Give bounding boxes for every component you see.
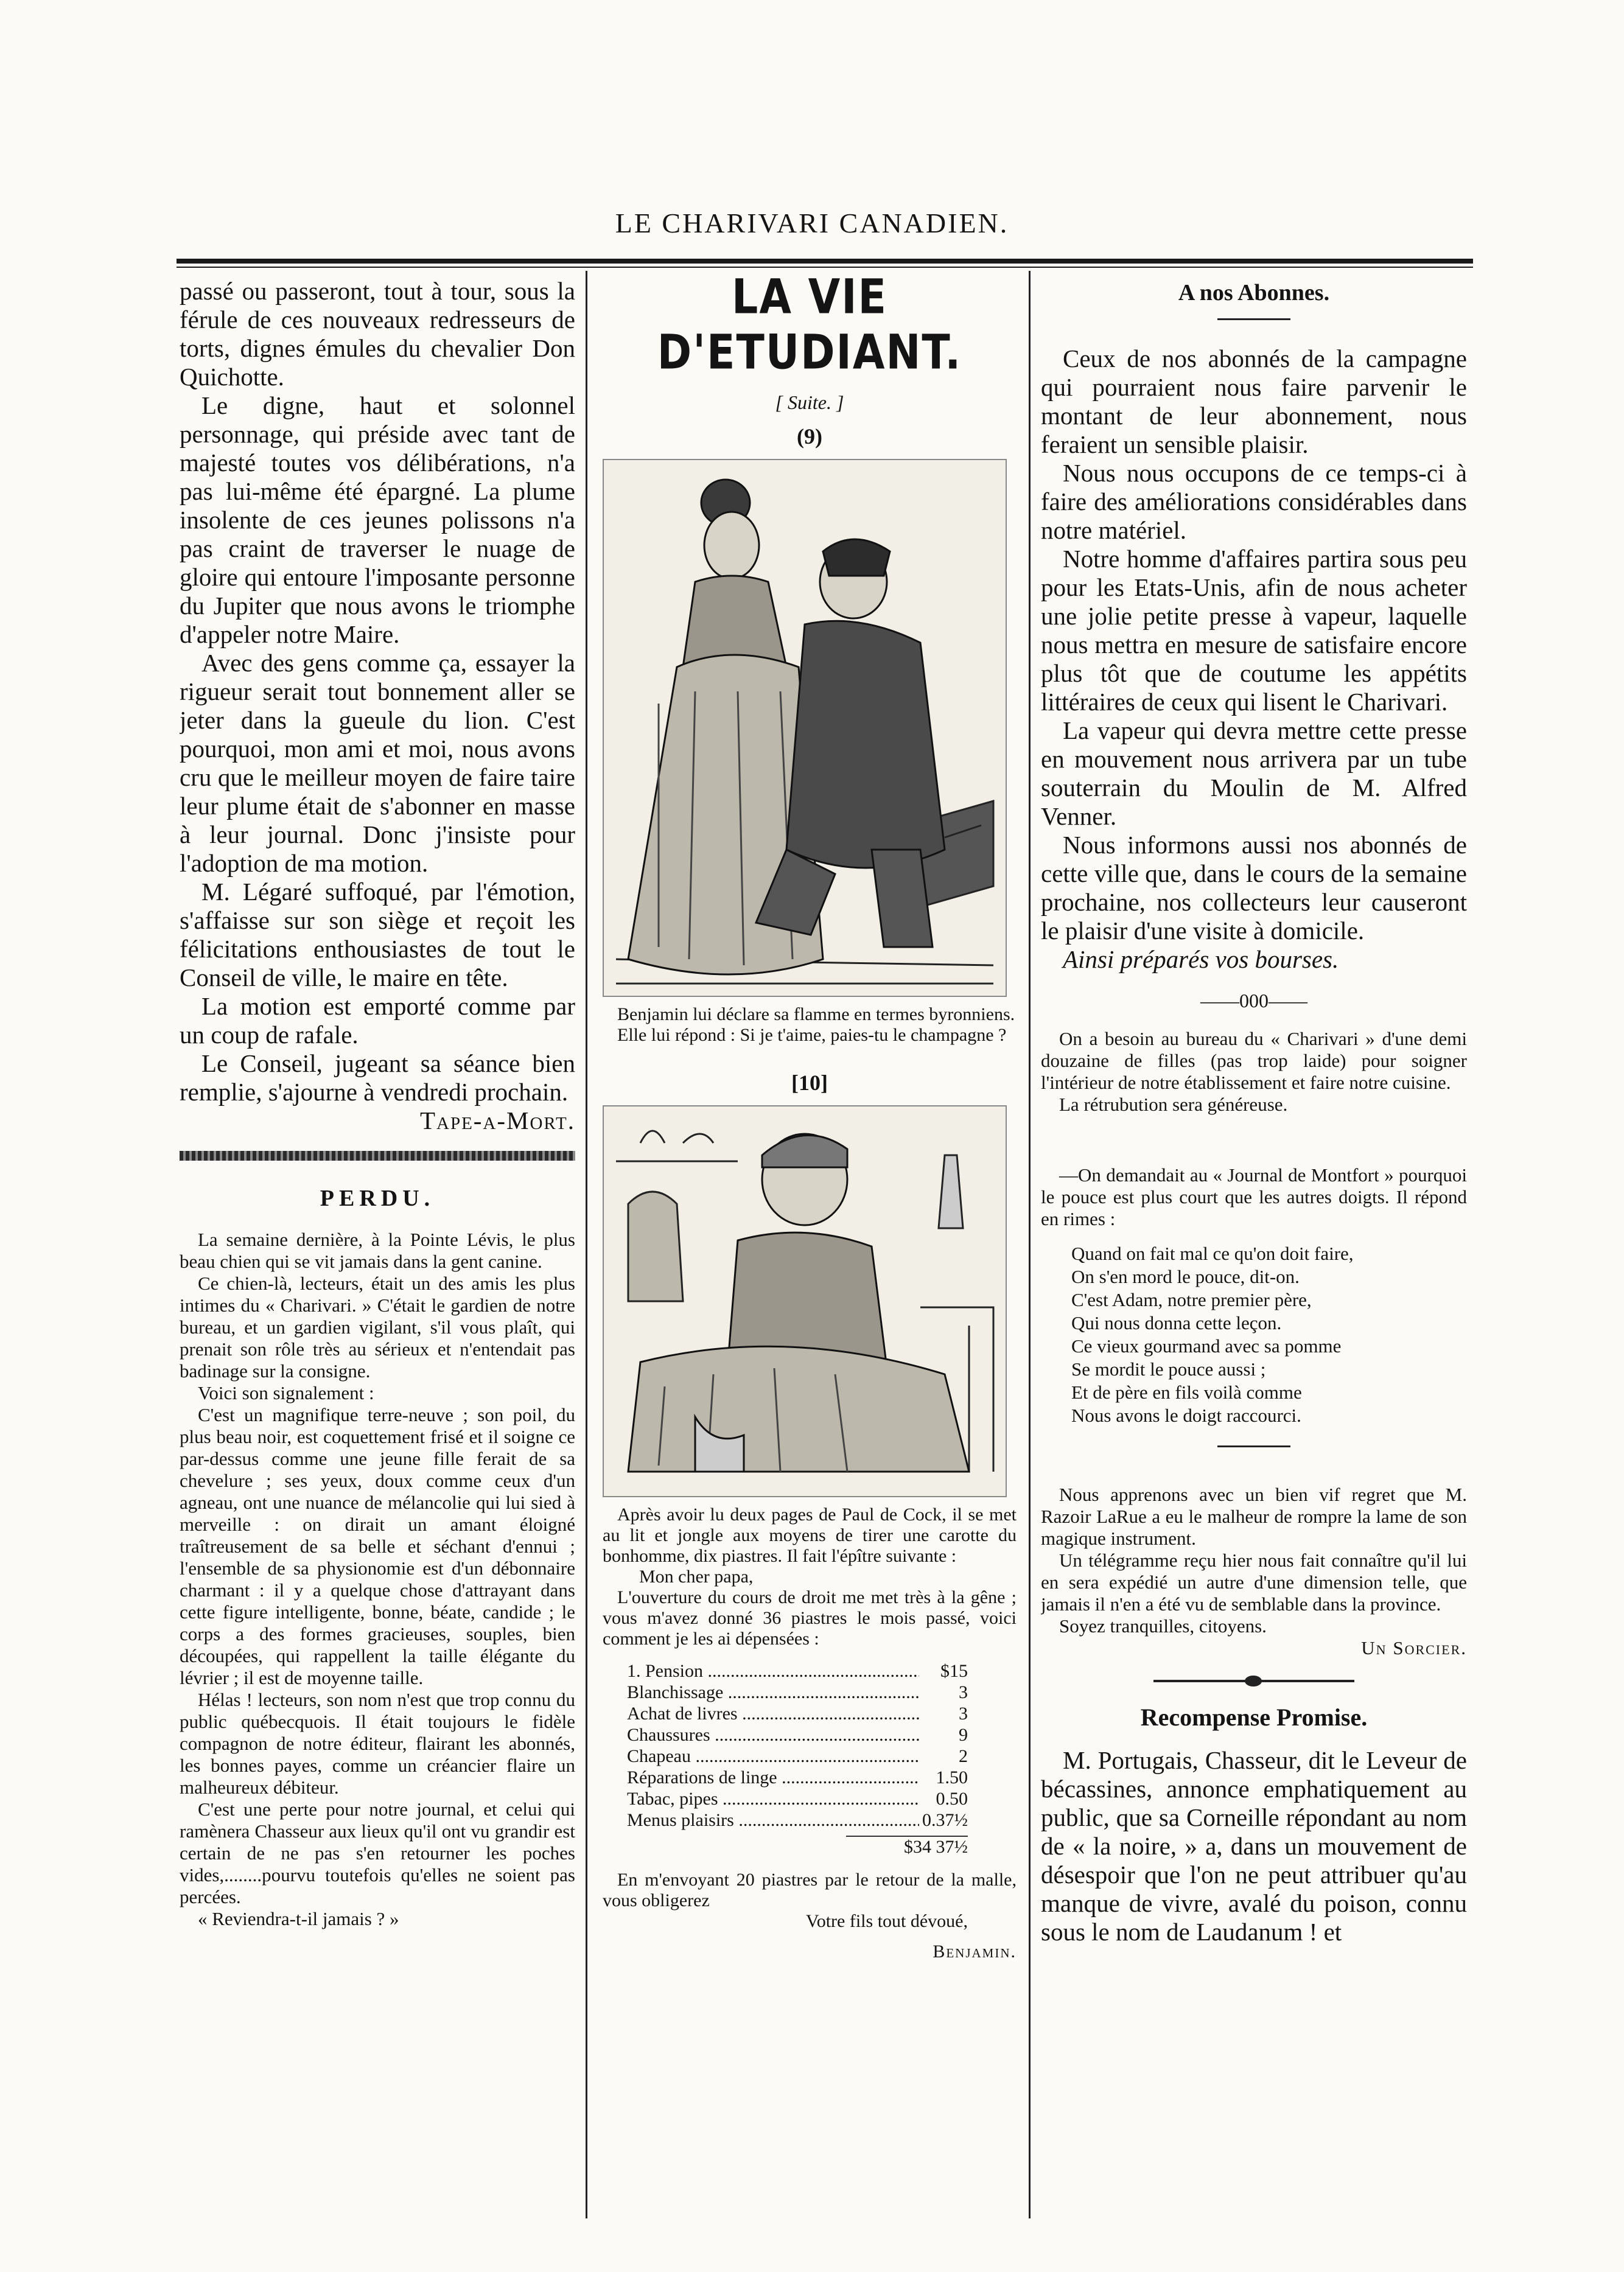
column-divider-2 [1029,271,1031,2218]
budget-amount: 0.37½ [922,1810,968,1830]
poem-line: Se mordit le pouce aussi ; [1071,1358,1266,1380]
budget-amount: 3 [959,1682,968,1702]
budget-row [627,1767,968,1788]
caption-text: Après avoir lu deux pages de Paul de Cock, il se met au lit et jongle aux moyens de tirer une carotte du bonhomme, dix piastres. Il fait l'épître suivante : [603,1505,1017,1566]
paragraph: La rétrubution sera généreuse. [1059,1094,1288,1115]
paragraph: Nous nous occupons de ce temps-ci à faire des améliorations considérables dans notre matériel. [1041,459,1467,544]
poem-line: Nous avons le doigt raccourci. [1071,1405,1301,1426]
paragraph: Nous informons aussi nos abonnés de cette ville que, dans le cours de la semaine prochaine, nos collecteurs leur causeront le plaisir d'une visite à domicile. [1041,831,1467,945]
paragraph: Le Conseil, jugeant sa séance bien remplie, s'ajourne à vendredi prochain. [180,1049,575,1106]
column-middle [603,277,1017,1962]
separator-bar [180,1151,575,1161]
budget-amount: 9 [959,1725,968,1745]
poem-line: Ce vieux gourmand avec sa pomme [1071,1335,1342,1357]
vie-etudiant-title: LA VIE D'ETUDIANT. [657,277,962,380]
letter-closing [603,1870,1017,1962]
caption-line: Elle lui répond : Si je t'aime, paies-tu le champagne ? [617,1025,1007,1045]
budget-row [627,1703,968,1724]
paragraph: Ceux de nos abonnés de la campagne qui pourraient nous faire parvenir le montant de leur abonnement, nous feraient un sensible plaisir. [1041,344,1467,458]
budget-label: Chapeau ..... [627,1746,919,1767]
perdu-article [180,1229,575,1930]
header-rule [177,259,1473,264]
budget-row [627,1682,968,1703]
suite-label: [ Suite. ] [775,391,844,413]
poem-line: C'est Adam, notre premier père, [1071,1289,1312,1310]
council-article [180,277,575,1135]
budget-label: Réparations de linge ..... [627,1767,919,1788]
paragraph: Le digne, haut et solonnel personnage, qui préside avec tant de majesté toutes vos délibérations, n'a pas lui-même été épargné. La plume insolente de ces jeunes polissons n'a pas craint de traverser le nuage de gloire qui entoure l'imposante personne du Jupiter que nous avons le triomphe d'appeler notre Maire. [180,391,575,648]
caption-line: Benjamin lui déclare sa flamme en termes byronniens. [617,1004,1015,1024]
caption-9 [603,1004,1017,1046]
budget-label: Blanchissage ..... [627,1682,919,1703]
header-rule-thin [177,267,1473,268]
budget-label: Achat de livres ..... [627,1703,919,1724]
budget-amount: 0.50 [936,1789,968,1809]
budget-label: 1. Pension ..... [627,1660,919,1682]
budget-row [627,1660,968,1682]
engraving-student-bed [603,1105,1007,1497]
abonnes-article [1041,344,1467,974]
poem-line: Et de père en fils voilà comme [1071,1382,1302,1403]
recompense-article [1041,1746,1467,1946]
signature: Tape-a-Mort. [419,1106,575,1134]
plate-number-10: [10] [791,1071,828,1095]
budget-row [627,1788,968,1809]
budget-label: Tabac, pipes ..... [627,1788,919,1809]
separator-ooo: ——000—— [1200,990,1307,1012]
letter-text: L'ouverture du cours de droit me met très à la gêne ; vous m'avez donné 36 piastres le mois passé, voici comment je les ai dépensées : [603,1587,1017,1649]
budget-row [627,1809,968,1831]
salutation: Mon cher papa, [639,1567,754,1587]
budget-amount: 1.50 [936,1767,968,1788]
paragraph: Hélas ! lecteurs, son nom n'est que trop connu du public québecquois. Il était toujours le fidèle compagnon de notre éditeur, flairant les abonnés, les bonnes payes, comme un créancier flaire un malheureux débiteur. [180,1689,575,1798]
paragraph: passé ou passeront, tout à tour, sous la férule de ces nouveaux redresseurs de torts, dignes émules du chevalier Don Quichotte. [180,277,575,391]
paragraph: —On demandait au « Journal de Montfort » pourquoi le pouce est plus court que les autres doigts. Il répond en rimes : [1041,1164,1467,1229]
paragraph: La semaine dernière, à la Pointe Lévis, le plus beau chien qui se vit jamais dans la gent canine. [180,1229,575,1272]
budget-amount: $15 [940,1661,968,1681]
poem [1071,1242,1467,1427]
paragraph: Notre homme d'affaires partira sous peu pour les Etats-Unis, afin de nous acheter une jolie petite presse à vapeur, laquelle nous mettra en mesure de satisfaire encore plus tôt que de coutume les appétits littéraires de ceux qui lisent le Charivari. [1041,545,1467,716]
paragraph: « Reviendra-t-il jamais ? » [198,1908,399,1929]
title-rule [1217,318,1290,320]
poem-line: Qui nous donna cette leçon. [1071,1312,1282,1333]
paragraph: C'est une perte pour notre journal, et celui qui ramènera Chasseur aux lieux qu'il ont vu grandir est certain de ne pas s'en retourner les poches vides,........pourvu toutefois qu'elles ne soient pas percées. [180,1798,575,1907]
poem-line: Quand on fait mal ce qu'on doit faire, [1071,1243,1354,1264]
paragraph: Avec des gens comme ça, essayer la rigueur serait tout bonnement aller se jeter dans la gueule du lion. C'est pourquoi, mon ami et moi, nous avons cru que le meilleur moyen de faire taire leur plume était de s'abonner en masse à leur journal. Donc j'insiste pour l'adoption de ma motion. [180,649,575,877]
closing-formula: Votre fils tout dévoué, [805,1911,968,1931]
paragraph: Voici son signalement : [198,1382,374,1403]
budget-row [627,1746,968,1767]
budget-label: Menus plaisirs ..... [627,1809,919,1831]
paragraph: Ce chien-là, lecteurs, était un des amis les plus intimes du « Charivari. » C'était le gardien de notre bureau, et un gardien vigilant, s'il vous plaît, qui prenait son rôle très au sérieux et n'entendait pas badinage sur la consigne. [180,1273,575,1382]
notice-article [1041,1028,1467,1116]
caption-10 [603,1505,1017,1649]
paragraph: Un télégramme reçu hier nous fait connaître qu'il lui en sera expédié un autre d'une dimension telle, que jamais il n'en a été vu de semblable dans la province. [1041,1550,1467,1615]
letter-signature: Benjamin. [933,1942,1017,1962]
plate-number-9: (9) [797,424,822,449]
signature: Un Sorcier. [1361,1637,1467,1659]
budget-table [627,1660,968,1831]
budget-row [627,1724,968,1746]
column-right [1041,277,1467,1946]
paragraph: Nous apprenons avec un bien vif regret que M. Razoir LaRue a eu le malheur de rompre la lame de son magique instrument. [1041,1484,1467,1549]
column-divider-1 [586,271,587,2218]
closing-text: En m'envoyant 20 piastres par le retour de la malle, vous obligerez [603,1870,1017,1910]
paragraph: M. Légaré suffoqué, par l'émotion, s'affaisse sur son siège et reçoit les félicitations enthousiastes de tout le Conseil de ville, le maire en tête. [180,878,575,991]
paragraph: Soyez tranquilles, citoyens. [1059,1615,1267,1637]
regret-article [1041,1484,1467,1659]
column-left [180,277,575,1930]
poem-line: On s'en mord le pouce, dit-on. [1071,1266,1300,1287]
budget-amount: 3 [959,1704,968,1724]
montfort-article [1041,1164,1467,1230]
recompense-title: Recompense Promise. [1140,1704,1368,1731]
budget-total: $34 37½ [846,1836,968,1858]
paragraph: M. Portugais, Chasseur, dit le Leveur de bécassines, annonce emphatiquement au public, que sa Corneille répondant au nom de « la noire, » a, dans un mouvement de désespoir que l'on ne peut attribuer qu'au manque de vivre, avalé du poison, connu sous le nom de Laudanum ! et [1041,1746,1467,1946]
engraving-courtship [603,459,1007,997]
separator-rule [1217,1445,1290,1447]
budget-amount: 2 [959,1746,968,1766]
paragraph: Ainsi préparés vos bourses. [1063,945,1339,973]
paragraph: On a besoin au bureau du « Charivari » d'une demi douzaine de filles (pas trop laide) pour soigner l'intérieur de notre établissement et faire notre cuisine. [1041,1028,1467,1093]
abonnes-title: A nos Abonnes. [1178,280,1330,306]
page-header: LE CHARIVARI CANADIEN. [615,208,1009,239]
ornament-separator [1153,1680,1354,1682]
budget-label: Chaussures ..... [627,1724,919,1746]
paragraph: La motion est emporté comme par un coup de rafale. [180,992,575,1049]
paragraph: La vapeur qui devra mettre cette presse en mouvement nous arrivera par un tube souterrain du Moulin de M. Alfred Venner. [1041,716,1467,830]
paragraph: C'est un magnifique terre-neuve ; son poil, du plus beau noir, est coquettement frisé et il soigne ce par-dessus comme une jeune fille ferait de sa chevelure ; ses yeux, doux comme ceux d'un agneau, ont une nuance de mélancolie qui lui sied à merveille : on dirait un amant éloigné traîtreusement de sa belle et séchant d'ennui ; l'ensemble de sa physionomie est d'un débonnaire charmant : il y a quelque chose d'attrayant dans cette figure intelligente, bonne, béate, candide ; le corps a des formes gracieuses, souples, bien découpées, qui rappellent la taille élégante du lévrier ; il est de moyenne taille. [180,1404,575,1688]
perdu-title: PERDU. [320,1186,435,1211]
